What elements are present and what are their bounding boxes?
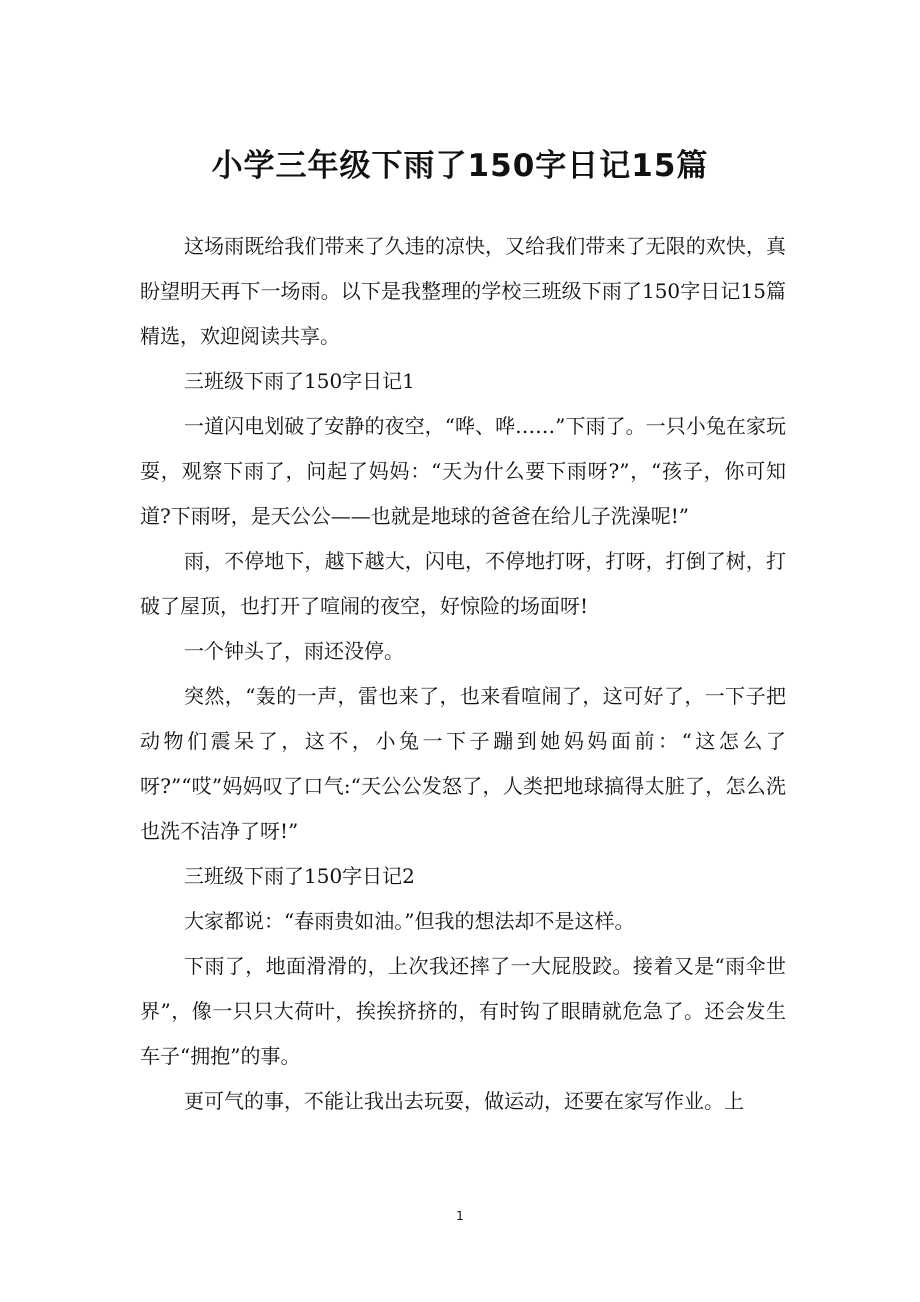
intro-paragraph: 这场雨既给我们带来了久违的凉快，又给我们带来了无限的欢快，真盼望明天再下一场雨。以下是我整理的学校三班级下雨了150字日记15篇精选，欢迎阅读共享。	[140, 234, 786, 348]
paragraph: 大家都说：“春雨贵如油。”但我的想法却不是这样。	[184, 909, 635, 933]
paragraph: 下雨了，地面滑滑的，上次我还摔了一大屁股跤。接着又是“雨伞世界”，像一只只大荷叶，挨挨挤挤的，有时钩了眼睛就危急了。还会发生车子“拥抱”的事。	[140, 954, 786, 1068]
paragraph: 更可气的事，不能让我出去玩耍，做运动，还要在家写作业。上	[184, 1089, 744, 1113]
paragraph: 一个钟头了，雨还没停。	[184, 639, 404, 663]
paragraph: 突然，“轰的一声，雷也来了，也来看喧闹了，这可好了，一下子把动物们震呆了，这不，小兔一下子蹦到她妈妈面前：“这怎么了呀?”“哎”妈妈叹了口气:“天公公发怒了，人类把地球搞得太脏了，怎么洗也洗不洁净了呀!”	[140, 684, 786, 843]
page-title: 小学三年级下雨了150字日记15篇	[211, 148, 709, 184]
page-number: 1	[456, 1209, 464, 1223]
paragraph: 雨，不停地下，越下越大，闪电，不停地打呀，打呀，打倒了树，打破了屋顶，也打开了喧闹的夜空，好惊险的场面呀!	[140, 549, 786, 618]
section-heading-2: 三班级下雨了150字日记2	[184, 864, 415, 888]
document-body	[140, 224, 786, 1124]
section-heading-1: 三班级下雨了150字日记1	[184, 369, 415, 393]
paragraph: 一道闪电划破了安静的夜空，“哗、哗……”下雨了。一只小兔在家玩耍，观察下雨了，问起了妈妈：“天为什么要下雨呀?”，“孩子，你可知道?下雨呀，是天公公——也就是地球的爸爸在给儿子洗澡呢!”	[140, 414, 786, 528]
